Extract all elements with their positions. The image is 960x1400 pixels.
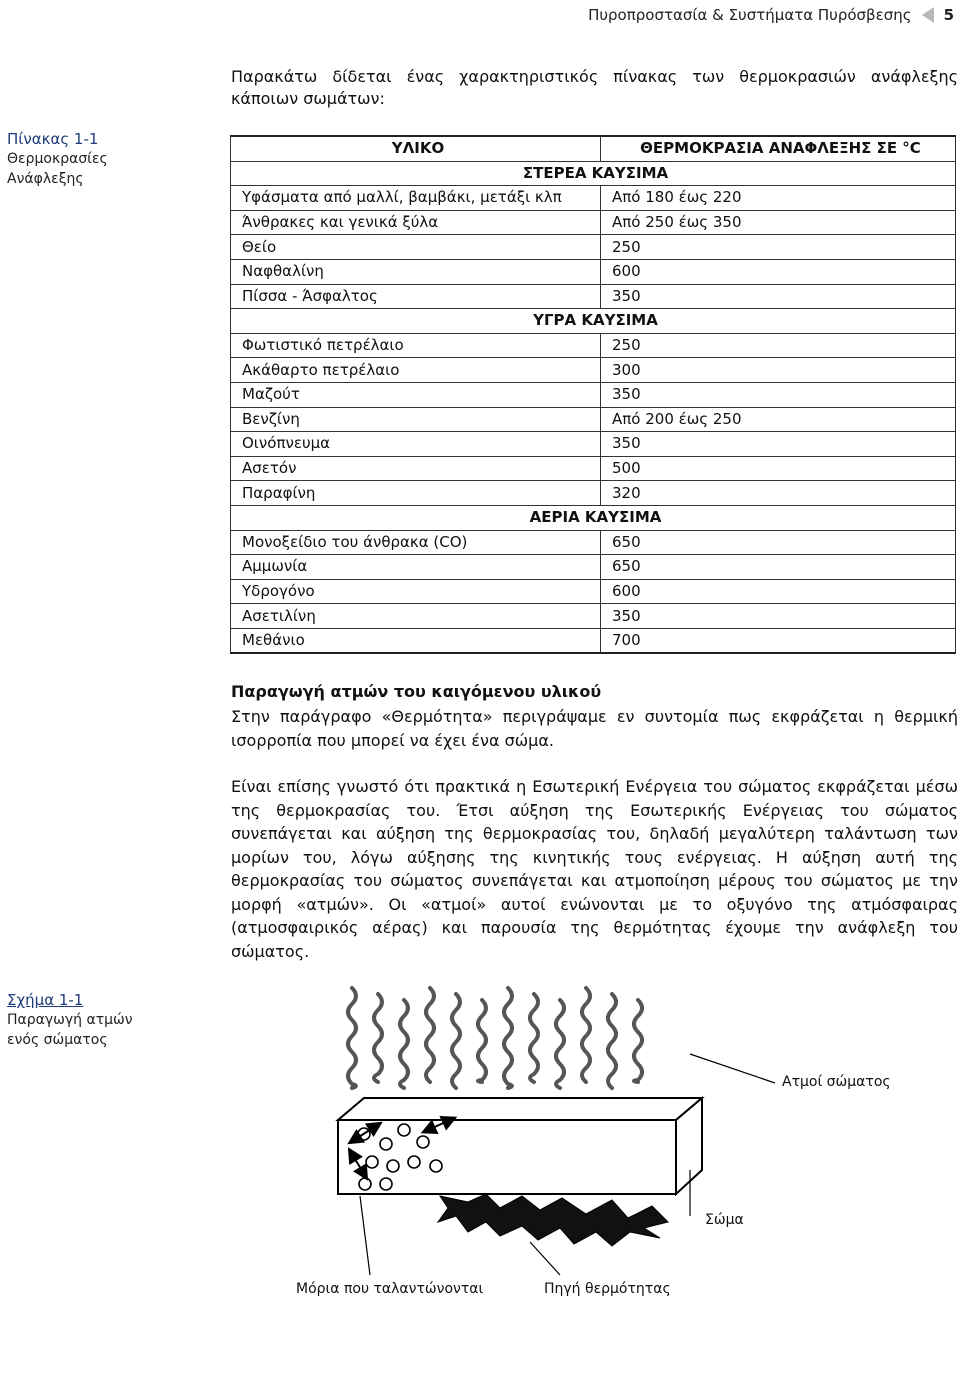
heat-source-flame xyxy=(438,1194,668,1246)
temperature-cell: 350 xyxy=(601,604,956,629)
table-header-row xyxy=(231,136,956,161)
table-row xyxy=(231,530,956,555)
table-caption-title: Πίνακας 1-1 xyxy=(7,130,99,148)
molecule xyxy=(380,1138,392,1150)
molecule xyxy=(398,1124,410,1136)
section-heading: ΣΤΕΡΕΑ ΚΑΥΣΙΜΑ xyxy=(231,161,956,186)
section-heading: ΥΓΡΑ ΚΑΥΣΙΜΑ xyxy=(231,309,956,334)
table-row xyxy=(231,259,956,284)
vapor-wave xyxy=(530,994,538,1082)
figure-caption-line1: Παραγωγή ατμών xyxy=(7,1012,133,1028)
vapor-wave xyxy=(504,988,512,1088)
body-block xyxy=(338,1098,702,1194)
figure-caption-title: Σχήμα 1-1 xyxy=(7,991,84,1009)
temperature-cell: 250 xyxy=(601,235,956,260)
temperature-cell: 600 xyxy=(601,259,956,284)
molecule xyxy=(408,1156,420,1168)
leader-molecules xyxy=(360,1196,370,1275)
table-row xyxy=(231,456,956,481)
material-cell: Μαζούτ xyxy=(231,382,601,407)
table-row xyxy=(231,579,956,604)
header-temperature: ΘΕΡΜΟΚΡΑΣΙΑ ΑΝΑΦΛΕΞΗΣ ΣΕ °C xyxy=(601,136,956,161)
molecule xyxy=(430,1160,442,1172)
table-row xyxy=(231,186,956,211)
table-caption-line1: Θερμοκρασίες xyxy=(7,151,108,167)
molecule xyxy=(387,1160,399,1172)
page-number: 5 xyxy=(943,6,954,24)
vapor-waves xyxy=(348,988,642,1088)
material-cell: Υδρογόνο xyxy=(231,579,601,604)
label-body: Σώμα xyxy=(705,1212,744,1228)
vapor-wave xyxy=(426,988,434,1082)
material-cell: Ασετιλίνη xyxy=(231,604,601,629)
figure-drawing xyxy=(0,970,960,1396)
molecule xyxy=(417,1136,429,1148)
vapor-wave xyxy=(374,994,382,1082)
table-row xyxy=(231,284,956,309)
header-title: Πυροπροστασία & Συστήματα Πυρόσβεσης xyxy=(588,6,912,24)
table-row xyxy=(231,555,956,580)
table-row xyxy=(231,604,956,629)
table-section-row xyxy=(231,161,956,186)
table-row xyxy=(231,432,956,457)
temperature-cell: 350 xyxy=(601,284,956,309)
header-material: ΥΛΙΚΟ xyxy=(231,136,601,161)
figure-caption-line2: ενός σώματος xyxy=(7,1032,108,1048)
table-row xyxy=(231,333,956,358)
table-row xyxy=(231,210,956,235)
material-cell: Αμμωνία xyxy=(231,555,601,580)
label-heat: Πηγή θερμότητας xyxy=(544,1281,671,1297)
paragraph-1: Στην παράγραφο «Θερμότητα» περιγράψαμε εν συντομία πως εκφράζεται η θερμική ισορροπία που μπορεί να έχει ένα σώμα. xyxy=(231,707,958,750)
table-section-row xyxy=(231,309,956,334)
temperature-cell: 650 xyxy=(601,530,956,555)
material-cell: Ακάθαρτο πετρέλαιο xyxy=(231,358,601,383)
temperature-cell: 250 xyxy=(601,333,956,358)
vapor-wave xyxy=(478,1000,486,1082)
table-row xyxy=(231,382,956,407)
molecule xyxy=(366,1156,378,1168)
table-row xyxy=(231,407,956,432)
section-title: Παραγωγή ατμών του καιγόμενου υλικού xyxy=(231,682,602,701)
table-row xyxy=(231,628,956,653)
temperature-cell: 320 xyxy=(601,481,956,506)
leader-vapors xyxy=(690,1054,775,1083)
material-cell: Άνθρακες και γενικά ξύλα xyxy=(231,210,601,235)
ignition-temperature-table xyxy=(230,135,956,654)
temperature-cell: Από 180 έως 220 xyxy=(601,186,956,211)
table-row xyxy=(231,358,956,383)
vapor-wave xyxy=(556,1000,564,1088)
material-cell: Πίσσα - Άσφαλτος xyxy=(231,284,601,309)
temperature-cell: 600 xyxy=(601,579,956,604)
material-cell: Υφάσματα από μαλλί, βαμβάκι, μετάξι κλπ xyxy=(231,186,601,211)
vapor-figure xyxy=(0,970,960,1396)
section-heading: ΑΕΡΙΑ ΚΑΥΣΙΜΑ xyxy=(231,505,956,530)
vapor-wave xyxy=(452,994,460,1088)
molecule xyxy=(380,1178,392,1190)
temperature-cell: 500 xyxy=(601,456,956,481)
body-top-face xyxy=(338,1098,702,1120)
material-cell: Παραφίνη xyxy=(231,481,601,506)
vapor-wave xyxy=(582,988,590,1082)
table-section-row xyxy=(231,505,956,530)
vapor-wave xyxy=(634,1000,642,1082)
material-cell: Ασετόν xyxy=(231,456,601,481)
table-row xyxy=(231,235,956,260)
material-cell: Μεθάνιο xyxy=(231,628,601,653)
temperature-cell: Από 200 έως 250 xyxy=(601,407,956,432)
temperature-cell: 350 xyxy=(601,432,956,457)
material-cell: Μονοξείδιο του άνθρακα (CO) xyxy=(231,530,601,555)
vapor-wave xyxy=(400,1000,408,1088)
material-cell: Οινόπνευμα xyxy=(231,432,601,457)
vapor-wave xyxy=(348,988,356,1088)
temperature-cell: 300 xyxy=(601,358,956,383)
table-row xyxy=(231,481,956,506)
temperature-cell: 350 xyxy=(601,382,956,407)
material-cell: Ναφθαλίνη xyxy=(231,259,601,284)
molecule xyxy=(359,1178,371,1190)
vapor-wave xyxy=(608,994,616,1088)
leader-heat xyxy=(530,1242,560,1275)
label-molecules: Μόρια που ταλαντώνονται xyxy=(296,1281,484,1297)
temperature-cell: 650 xyxy=(601,555,956,580)
triangle-left-icon xyxy=(922,7,934,23)
material-cell: Θείο xyxy=(231,235,601,260)
temperature-cell: Από 250 έως 350 xyxy=(601,210,956,235)
material-cell: Βενζίνη xyxy=(231,407,601,432)
temperature-cell: 700 xyxy=(601,628,956,653)
material-cell: Φωτιστικό πετρέλαιο xyxy=(231,333,601,358)
table-caption xyxy=(7,129,157,189)
paragraph-2: Είναι επίσης γνωστό ότι πρακτικά η Εσωτερική Ενέργεια του σώματος εκφράζεται μέσω της θερμοκρασίας του. Έτσι αύξηση της Εσωτερικής Ενέργειας του σώματος συνεπάγεται και αύξηση της θερμοκρασίας του, δηλαδή μεγαλύτερη ταλάντωση των μορίων του, λόγω αύξησης της κινητικής τους ενέργειας. Η αύξηση αυτή της θερμοκρασίας του σώματος συνεπάγεται και ατμοποίηση μέρους του σώματος με την μορφή «ατμών». Οι «ατμοί» αυτοί ενώνονται με το οξυγόνο της ατμόσφαιρας (ατμοσφαιρικός αέρας) και παρουσία της θερμότητας έχουμε την ανάφλεξη του σώματος. xyxy=(231,777,958,961)
page-header xyxy=(588,4,960,26)
label-vapors: Ατμοί σώματος xyxy=(782,1074,891,1090)
intro-text: Παρακάτω δίδεται ένας χαρακτηριστικός πίνακας των θερμοκρασιών ανάφλεξης κάποιων σωμάτων: xyxy=(231,67,958,108)
table-caption-line2: Ανάφλεξης xyxy=(7,171,84,187)
